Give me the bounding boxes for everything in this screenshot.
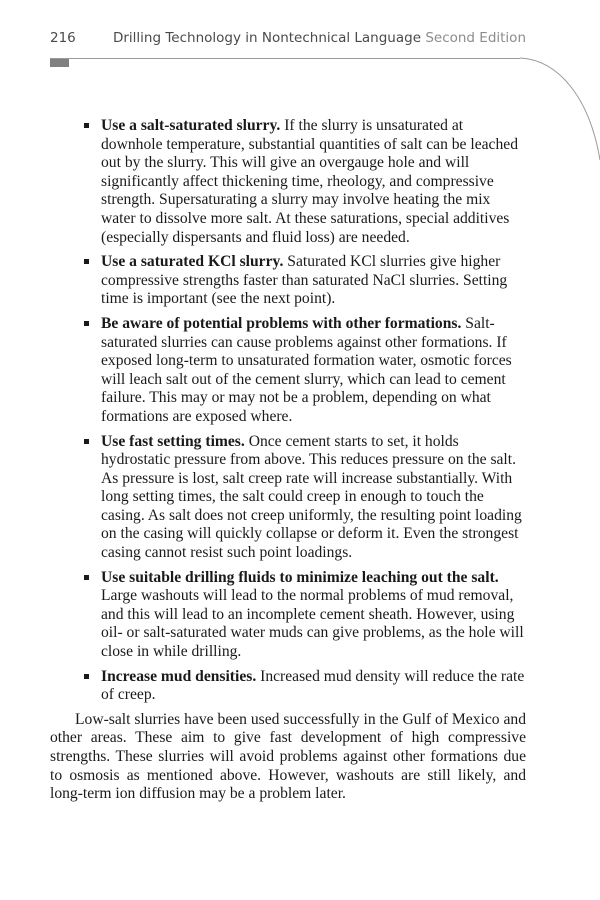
bullet-text: Saturated KCl slurries give higher compressive strengths faster than saturated NaCl slurries. Setting time is important (see the next point). <box>101 253 508 308</box>
bullet-marker <box>84 575 89 580</box>
bullet-text: Increased mud density will reduce the rate of creep. <box>101 667 525 704</box>
bullet-text: If the slurry is unsaturated at downhole temperature, substantial quantities of salt can be leached out by the slurry. This will give an overgauge hole and will significantly affect thickening time, rheology, and compressive strength. Supersaturating a slurry may involve heating the mix water to dissolve more salt. At these saturations, special additives (especially dispersants and fluid loss) are needed. <box>101 117 518 246</box>
bullet-text: Large washouts will lead to the normal problems of mud removal, and this will lead to an incomplete cement sheath. However, using oil- or salt-saturated water muds can give problems, as the hole will close in while drilling. <box>101 587 524 661</box>
bullet-item <box>50 668 526 705</box>
bullet-item <box>50 315 526 427</box>
page-number: 216 <box>50 30 76 46</box>
book-title: Drilling Technology in Nontechnical Language <box>112 30 422 46</box>
bullet-lead: Be aware of potential problems with other formations. <box>101 314 462 332</box>
bullet-text: Once cement starts to set, it holds hydrostatic pressure from above. This reduces pressure on the salt. As pressure is lost, salt creep rate will increase substantially. With long setting times, the salt could creep in enough to touch the casing. As salt does not creep uniformly, the resulting point loading on the casing will quickly collapse or deform it. Even the strongest casing cannot resist such point loadings. <box>101 432 522 562</box>
bullet-marker <box>84 321 89 326</box>
bullet-lead: Use fast setting times. <box>101 432 245 450</box>
bullet-lead: Use a salt-saturated slurry. <box>101 117 281 134</box>
closing-paragraph: Low-salt slurries have been used successfully in the Gulf of Mexico and other areas. These aim to give fast development of high compressive strengths. These slurries will avoid problems against other formations due to osmosis as mentioned above. However, washouts are still likely, and long-term ion diffusion may be a problem later. <box>50 710 526 803</box>
bullet-marker <box>84 439 89 444</box>
bullet-item <box>50 117 526 247</box>
bullet-lead: Increase mud densities. <box>101 667 257 685</box>
bullet-lead: Use suitable drilling fluids to minimize leaching out the salt. <box>101 568 499 586</box>
bullet-text: Salt-saturated slurries can cause problems against other formations. If exposed long-term to unsaturated formation water, osmotic forces will leach salt out of the cement slurry, which can lead to cement failure. This may or may not be a problem, depending on what formations are exposed where. <box>101 314 512 425</box>
edition-label: Second Edition <box>425 30 526 46</box>
bullet-item <box>50 253 526 309</box>
bullet-list <box>50 117 526 705</box>
bullet-lead: Use a saturated KCl slurry. <box>101 253 284 271</box>
bullet-item <box>50 569 526 662</box>
bullet-item <box>50 433 526 563</box>
bullet-marker <box>84 259 89 264</box>
bullet-marker <box>84 674 89 679</box>
page-body <box>50 117 526 804</box>
bullet-marker <box>84 123 89 128</box>
